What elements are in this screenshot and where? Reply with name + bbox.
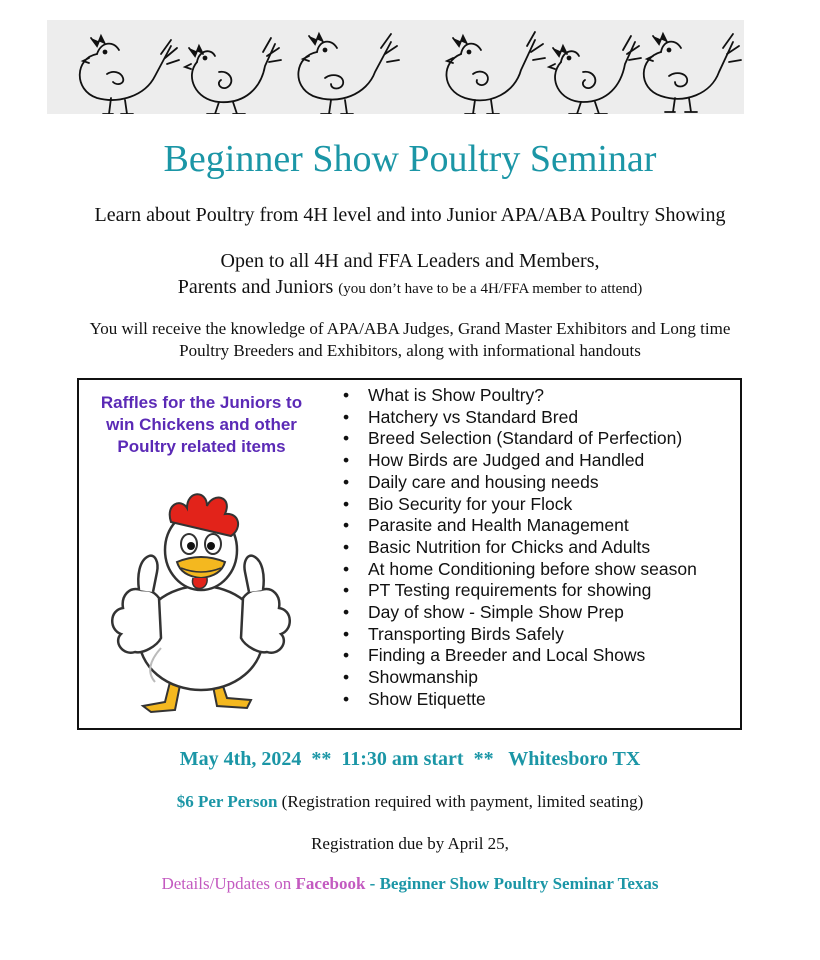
topic-text: What is Show Poultry? bbox=[368, 385, 545, 405]
topic-text: PT Testing requirements for showing bbox=[368, 580, 652, 601]
price-note: (Registration required with payment, limited seating) bbox=[281, 792, 644, 811]
bullet: • bbox=[343, 536, 350, 557]
list-item bbox=[341, 472, 697, 494]
list-item bbox=[341, 385, 697, 407]
topic-text: Breed Selection (Standard of Perfection) bbox=[368, 428, 683, 449]
bullet: • bbox=[343, 558, 350, 579]
list-item bbox=[341, 537, 697, 559]
bullet: • bbox=[343, 667, 350, 688]
topic-text: Hatchery vs Standard Bred bbox=[368, 406, 579, 427]
details-line bbox=[0, 874, 820, 894]
bullet: • bbox=[343, 406, 350, 427]
knowledge-line-2: Poultry Breeders and Exhibitors, along with informational handouts bbox=[179, 341, 641, 360]
bullet: • bbox=[343, 688, 350, 709]
list-item bbox=[341, 428, 697, 450]
topic-text: Bio Security for your Flock bbox=[368, 493, 573, 514]
list-item bbox=[341, 515, 697, 537]
topics-box bbox=[77, 378, 742, 730]
price-amount: $6 Per Person bbox=[176, 792, 278, 811]
topic-text: Showmanship bbox=[368, 667, 478, 688]
bullet: • bbox=[343, 645, 350, 666]
page-title: Beginner Show Poultry Seminar bbox=[163, 138, 657, 180]
open-line-1: Open to all 4H and FFA Leaders and Members, bbox=[220, 250, 600, 272]
list-item bbox=[341, 602, 697, 624]
topic-text: Finding a Breeder and Local Shows bbox=[368, 645, 646, 666]
knowledge-line-1: You will receive the knowledge of APA/ABA Judges, Grand Master Exhibitors and Long time bbox=[89, 319, 731, 338]
facebook-link[interactable]: Facebook bbox=[295, 874, 366, 893]
topic-text: Transporting Birds Safely bbox=[368, 623, 564, 644]
topics-list bbox=[341, 385, 697, 711]
topic-text: Basic Nutrition for Chicks and Adults bbox=[368, 536, 651, 557]
topic-text: At home Conditioning before show season bbox=[368, 558, 697, 579]
bullet: • bbox=[343, 493, 350, 514]
topic-text: How Birds are Judged and Handled bbox=[368, 450, 645, 471]
bullet: • bbox=[343, 580, 350, 601]
topic-text: Daily care and housing needs bbox=[368, 471, 599, 492]
details-suffix: - Beginner Show Poultry Seminar Texas bbox=[365, 874, 659, 893]
bullet: • bbox=[343, 623, 350, 644]
thumbs-up-chicken-illustration bbox=[101, 478, 301, 723]
knowledge-paragraph bbox=[0, 318, 820, 362]
raffle-line-1: Raffles for the Juniors to bbox=[100, 393, 303, 412]
bullet: • bbox=[343, 471, 350, 492]
open-line-2-main: Parents and Juniors bbox=[177, 276, 334, 298]
bullet: • bbox=[343, 602, 350, 623]
list-item bbox=[341, 580, 697, 602]
list-item bbox=[341, 645, 697, 667]
bullet: • bbox=[343, 515, 350, 536]
list-item bbox=[341, 407, 697, 429]
topic-text: Show Etiquette bbox=[368, 688, 486, 709]
details-prefix: Details/Updates on bbox=[161, 874, 296, 893]
subtitle: Learn about Poultry from 4H level and into Junior APA/ABA Poultry Showing bbox=[94, 204, 726, 226]
registration-due: Registration due by April 25, bbox=[311, 834, 509, 853]
chicken-doodles-illustration bbox=[47, 20, 744, 114]
list-item bbox=[341, 689, 697, 711]
price-line bbox=[0, 792, 820, 812]
topic-text: Day of show - Simple Show Prep bbox=[368, 602, 624, 623]
bullet: • bbox=[343, 450, 350, 471]
open-line-2-note: (you don’t have to be a 4H/FFA member to attend) bbox=[338, 281, 643, 297]
list-item bbox=[341, 494, 697, 516]
list-item bbox=[341, 667, 697, 689]
topic-text: Parasite and Health Management bbox=[368, 515, 629, 536]
raffle-line-2: win Chickens and other bbox=[106, 415, 297, 434]
chicken-doodle-banner bbox=[47, 20, 744, 114]
open-line-2 bbox=[0, 274, 820, 302]
list-item bbox=[341, 450, 697, 472]
raffle-line-3: Poultry related items bbox=[117, 437, 286, 456]
bullet: • bbox=[343, 428, 350, 449]
bullet: • bbox=[343, 385, 350, 405]
event-details: May 4th, 2024 ** 11:30 am start ** Whitesboro TX bbox=[179, 748, 641, 770]
raffle-note bbox=[89, 392, 314, 458]
list-item bbox=[341, 559, 697, 581]
list-item bbox=[341, 624, 697, 646]
